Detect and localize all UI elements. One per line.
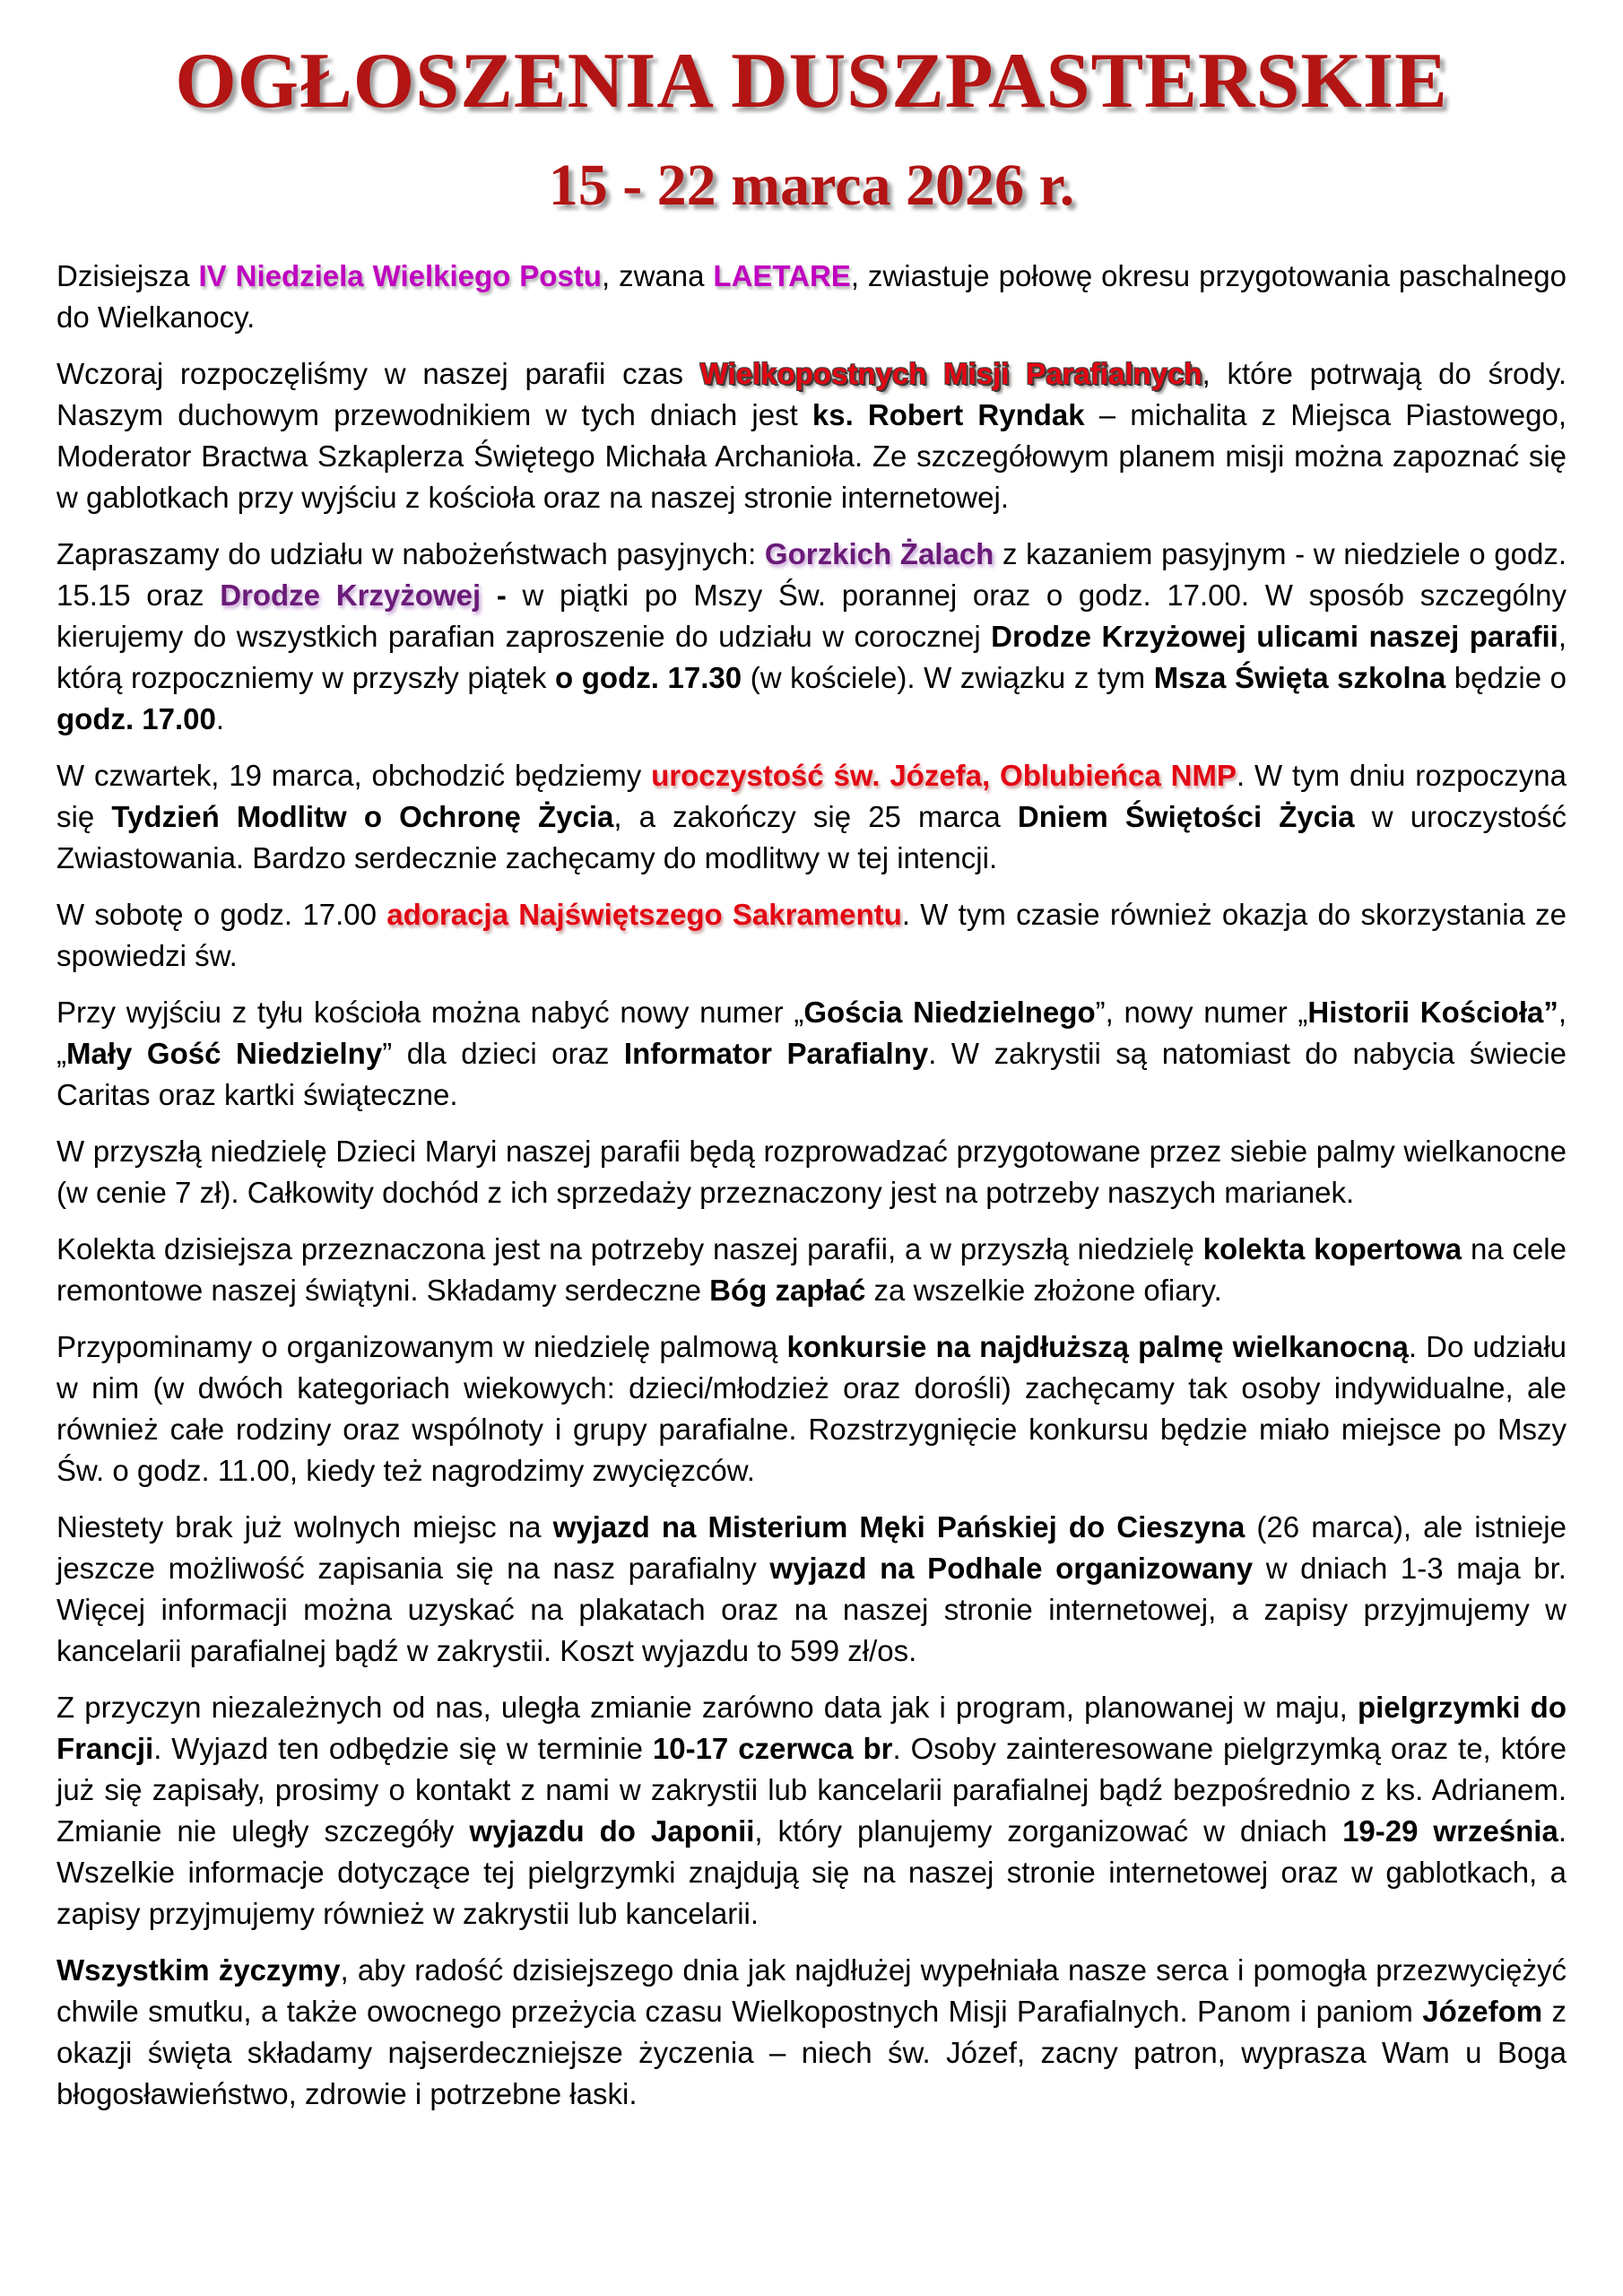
text-run: Wczoraj rozpoczęliśmy w naszej parafii czas — [56, 357, 700, 391]
text-run: Gościa Niedzielnego — [803, 996, 1096, 1030]
text-run: W sobotę o godz. 17.00 — [56, 898, 387, 932]
text-run: . Do udziału w nim (w dwóch kategoriach wiekowych: dzieci/młodzież oraz dorośli) zachęcamy tak osoby indywidualne, ale również całe rodziny oraz wspólnoty i grupy parafialne. Rozstrzygnięcie konkursu będzie miało miejsce po Mszy Św. o godz. 11.00, kiedy też nagrodzimy zwycięzców. — [56, 1330, 1575, 1488]
text-run: będzie o — [1445, 661, 1575, 695]
paragraph — [56, 894, 1575, 977]
text-run: - — [481, 578, 507, 613]
text-run: wyjazd na Podhale organizowany — [769, 1552, 1254, 1586]
paragraph — [56, 755, 1575, 879]
text-run: Wszystkim życzymy — [56, 1953, 341, 1987]
paragraph — [56, 1229, 1575, 1311]
paragraph — [56, 1131, 1575, 1213]
document-title: OGŁOSZENIA DUSZPASTERSKIE — [175, 38, 1448, 125]
text-run: W czwartek, 19 marca, obchodzić będziemy — [56, 759, 652, 793]
text-run: pielgrzymki do Francji — [56, 1691, 1575, 1766]
text-run: LAETARE — [713, 259, 851, 293]
text-run: . — [215, 702, 225, 736]
text-run: . Osoby zainteresowane pielgrzymką oraz te, które już się zapisały, prosimy o kontakt z nami w zakrystii lub kancelarii parafialnej bądź bezpośrednio z ks. Adrianem. Zmianie nie uległy szczegóły — [56, 1732, 1575, 1848]
announcements-body — [56, 256, 1575, 2115]
paragraph — [56, 1326, 1575, 1492]
text-run: za wszelkie złożone ofiary. — [865, 1274, 1222, 1308]
paragraph — [56, 992, 1575, 1116]
text-run: . W tym dniu rozpoczyna się — [56, 759, 1575, 834]
text-run: Msza Święta szkolna — [1153, 661, 1446, 695]
text-run: . W tym czasie również okazja do skorzystania ze spowiedzi św. — [56, 898, 1575, 973]
text-run: Józefom — [1422, 1995, 1543, 2029]
text-run: wyjazdu do Japonii — [469, 1814, 755, 1848]
text-run: z kazaniem pasyjnym - w niedziele o godz. 15.15 oraz — [56, 537, 1575, 613]
text-run: ”, nowy numer „ — [1095, 996, 1308, 1030]
text-run: godz. 17.00 — [56, 702, 216, 736]
text-run: , zwana — [601, 259, 714, 293]
paragraph — [56, 534, 1575, 740]
text-run: , które potrwają do środy. Naszym duchowym przewodnikiem w tych dniach jest — [56, 357, 1575, 432]
text-run: Z przyczyn niezależnych od nas, uległa zmianie zarówno data jak i program, planowanej w maju, — [56, 1691, 1358, 1725]
text-run: w uroczystość Zwiastowania. Bardzo serdecznie zachęcamy do modlitwy w tej intencji. — [56, 800, 1575, 875]
text-run: (26 marca), ale istnieje jeszcze możliwość zapisania się na nasz parafialny — [56, 1510, 1575, 1586]
paragraph — [56, 1950, 1575, 2115]
text-run: Mały Gość Niedzielny — [66, 1037, 383, 1071]
text-run: , a zakończy się 25 marca — [613, 800, 1018, 834]
text-run: W przyszłą niedzielę Dzieci Maryi naszej parafii będą rozprowadzać przygotowane przez siebie palmy wielkanocne (w cenie 7 zł). Całkowity dochód z ich sprzedaży przeznaczony jest na potrzeby naszych marianek. — [56, 1135, 1575, 1210]
paragraph — [56, 256, 1575, 338]
text-run: Kolekta dzisiejsza przeznaczona jest na potrzeby naszej parafii, a w przyszłą niedzielę — [56, 1232, 1203, 1266]
text-run: , aby radość dzisiejszego dnia jak najdłużej wypełniała nasze serca i pomogła przezwyciężyć chwile smutku, a także owocnego przeżycia czasu Wielkopostnych Misji Parafialnych. Panom i paniom — [56, 1953, 1575, 2029]
text-run: konkursie na najdłuższą palmę wielkanocną — [786, 1330, 1409, 1364]
paragraph — [56, 1507, 1575, 1672]
text-run: uroczystość św. Józefa, Oblubieńca NMP — [651, 759, 1237, 793]
text-run: ” dla dzieci oraz — [382, 1037, 624, 1071]
text-run: Dniem Świętości Życia — [1017, 800, 1355, 834]
text-run: 10-17 czerwca br — [652, 1732, 893, 1766]
text-run: Dzisiejsza — [56, 259, 199, 293]
text-run: Informator Parafialny — [623, 1037, 929, 1071]
text-run: kolekta kopertowa — [1202, 1232, 1462, 1266]
text-run: ks. Robert Ryndak — [812, 398, 1085, 432]
text-run: . Wszelkie informacje dotyczące tej pielgrzymki znajdują się na naszej stronie internetowej oraz w gablotkach, a zapisy przyjmujemy również w zakrystii lub kancelarii. — [56, 1814, 1575, 1931]
text-run: . W zakrystii są natomiast do nabycia świecie Caritas oraz kartki świąteczne. — [56, 1037, 1575, 1112]
text-run: Przy wyjściu z tyłu kościoła można nabyć nowy numer „ — [56, 996, 804, 1030]
text-run: Historii Kościoła” — [1307, 996, 1558, 1030]
text-run: , którą rozpoczniemy w przyszły piątek — [56, 620, 1575, 695]
text-run: , „ — [56, 996, 1575, 1071]
text-run: Tydzień Modlitw o Ochronę Życia — [111, 800, 614, 834]
text-run: Przypominamy o organizowanym w niedzielę palmową — [56, 1330, 787, 1364]
text-run: (w kościele). W związku z tym — [742, 661, 1154, 695]
paragraph — [56, 353, 1575, 518]
text-run: wyjazd na Misterium Męki Pańskiej do Cieszyna — [552, 1510, 1245, 1544]
paragraph — [56, 1687, 1575, 1935]
text-run: Niestety brak już wolnych miejsc na — [56, 1510, 553, 1544]
text-run: Bóg zapłać — [709, 1274, 866, 1308]
text-run: 19-29 września — [1342, 1814, 1558, 1848]
text-run: Gorzkich Żalach — [764, 537, 994, 571]
text-run: Drodze Krzyżowej ulicami naszej parafii — [991, 620, 1558, 654]
text-run: Drodze Krzyżowej — [220, 578, 482, 613]
text-run: z okazji święta składamy najserdeczniejsze życzenia – niech św. Józef, zacny patron, wyprasza Wam u Boga błogosławieństwo, zdrowie i potrzebne łaski. — [56, 1995, 1575, 2111]
text-run: – michalita z Miejsca Piastowego, Moderator Bractwa Szkaplerza Świętego Michała Archanioła. Ze szczegółowym planem misji można zapoznać się w gablotkach przy wyjściu z kościoła oraz na naszej stronie internetowej. — [56, 398, 1575, 515]
text-run: na cele remontowe naszej świątyni. Składamy serdeczne — [56, 1232, 1575, 1308]
text-run: o godz. 17.30 — [555, 661, 742, 695]
text-run: w piątki po Mszy Św. porannej oraz o godz. 17.00. W sposób szczególny kierujemy do wszystkich parafian zaproszenie do udziału w corocznej — [56, 578, 1575, 654]
text-run: w dniach 1-3 maja br. Więcej informacji można uzyskać na plakatach oraz na naszej stronie internetowej, a zapisy przyjmujemy w kancelarii parafialnej bądź w zakrystii. Koszt wyjazdu to 599 zł/os. — [56, 1552, 1575, 1668]
text-run: adoracja Najświętszego Sakramentu — [386, 898, 902, 932]
document-date-range: 15 - 22 marca 2026 r. — [548, 152, 1075, 218]
text-run: IV Niedziela Wielkiego Postu — [198, 259, 602, 293]
text-run: , zwiastuje połowę okresu przygotowania paschalnego do Wielkanocy. — [56, 259, 1575, 335]
text-run: Wielkopostnych Misji Parafialnych — [699, 357, 1202, 391]
text-run: Zapraszamy do udziału w nabożeństwach pasyjnych: — [56, 537, 765, 571]
text-run: . Wyjazd ten odbędzie się w terminie — [153, 1732, 653, 1766]
text-run: , który planujemy zorganizować w dniach — [754, 1814, 1343, 1848]
